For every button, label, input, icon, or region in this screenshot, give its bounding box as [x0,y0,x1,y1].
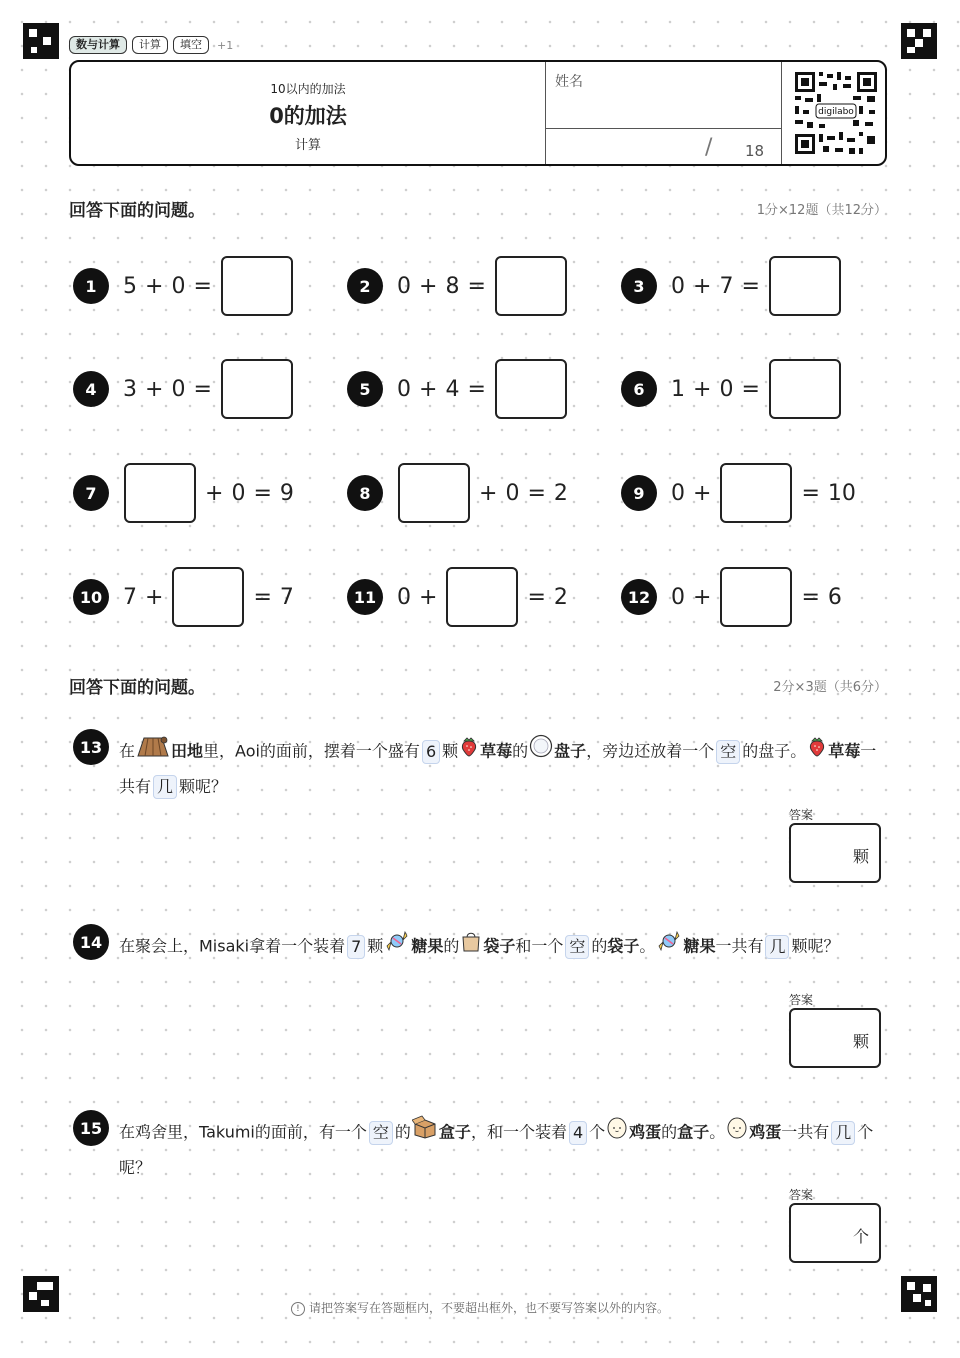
text-segment: 在鸡舍里，Takumi的面前，有一个 [119,1122,367,1142]
qr-code-icon [793,70,879,156]
equation-token: 0 [231,480,246,506]
section2-points: 2分×3题（共6分） [773,680,887,695]
tag-list [69,36,233,54]
problem-2 [347,255,572,317]
problem-10 [73,566,298,628]
text-segment: 一共有 [781,1122,830,1142]
tag-math: 数与计算 [69,36,127,54]
text-segment: 的 [394,1122,411,1142]
equation-token: 7 [279,584,294,610]
problem-number: 12 [621,579,657,615]
text-segment: 。 [639,936,656,956]
highlight-value: 6 [422,740,440,764]
text-segment: 的盘子。 [742,741,807,761]
plate-icon [529,734,553,770]
answer-box[interactable] [720,463,792,523]
equation-token: + [479,480,498,506]
text-segment: ，旁边还放着一个 [586,741,715,761]
answer-unit: 颗 [852,1032,869,1051]
strawberry-icon [459,735,479,769]
keyword: 鸡蛋 [629,1122,662,1142]
problem-9 [621,462,860,524]
problem-number: 10 [73,579,109,615]
equation-token: 0 [171,376,186,402]
highlight-value: 几 [765,935,789,959]
answer-box[interactable] [769,256,841,316]
text-segment: 颗呢？ [179,777,228,796]
total-score: 18 [745,142,765,160]
svg-text:digilabo: digilabo [818,107,854,117]
answer-box[interactable] [495,256,567,316]
problem-number: 1 [73,268,109,304]
problem-number: 9 [621,475,657,511]
problem-number: 8 [347,475,383,511]
problem-number: 2 [347,268,383,304]
footer-note [0,1299,960,1316]
keyword: 糖果 [683,936,716,956]
candy-icon [384,930,410,964]
highlight-value: 空 [565,935,589,959]
keyword: 草莓 [480,741,513,761]
equation-token: = [801,480,820,506]
problem-number: 4 [73,371,109,407]
corner-marker-top-right [901,23,937,59]
text-segment: 里，Aoi的面前，摆着一个盛有 [203,741,420,761]
equation-token: = [527,480,546,506]
equation-token: 0 [505,480,520,506]
answer-box[interactable] [789,823,881,883]
problem-number: 14 [73,924,109,960]
highlight-value: 4 [569,1121,587,1145]
equation-token: + [693,376,712,402]
equation-token: 8 [445,273,460,299]
equation-token: + [145,376,164,402]
name-score-block [545,62,782,164]
problem-6 [621,358,846,420]
problem-number: 11 [347,579,383,615]
answer-box[interactable] [789,1203,881,1263]
tag-fill-blank: 填空 [173,36,209,54]
problem-number: 3 [621,268,657,304]
equation-token: 0 [397,376,411,402]
candy-icon [656,930,682,964]
worksheet-subtitle: 10以内的加法 [270,82,346,96]
text-segment: 一共有 [715,936,764,956]
equation-token: 0 [397,584,411,610]
answer-box[interactable] [124,463,196,523]
problem-3 [621,255,846,317]
problem-number: 15 [73,1110,109,1146]
problem-12 [621,566,846,628]
text-segment: 颗呢？ [791,936,840,956]
equation-token: 0 [671,273,685,299]
answer-label: 答案 [789,808,814,822]
keyword: 盒子 [677,1122,710,1142]
text-segment: 颗 [367,936,384,956]
text-segment: 在聚会上，Misaki拿着一个装着 [119,936,346,956]
problem-text [119,929,889,965]
title-block [71,62,546,164]
section2-title: 回答下面的问题。 [69,678,205,698]
equation-token: 2 [553,584,568,610]
score-slash: / [705,135,713,160]
equation-token: = [467,273,486,299]
text-segment: 和一个 [515,936,564,956]
problem-4 [73,358,298,420]
text-segment: 个呢？ [119,1122,874,1177]
equation-token: 0 [671,584,685,610]
answer-box[interactable] [446,567,518,627]
equation-token: 1 [671,376,685,402]
info-icon: ! [291,1302,305,1316]
equation-token: 0 [397,273,411,299]
equation-token: 2 [553,480,568,506]
section1-points: 1分×12题（共12分） [756,203,887,218]
answer-box[interactable] [789,1008,881,1068]
keyword: 袋子 [607,936,640,956]
keyword: 草莓 [828,741,861,761]
section1-title: 回答下面的问题。 [69,201,205,221]
equation-token: + [693,480,712,506]
problem-7 [73,462,298,524]
problem-number: 13 [73,729,109,765]
bag-icon [460,929,482,965]
equation-token: + [205,480,224,506]
equation-token: = [193,376,212,402]
answer-box[interactable] [720,567,792,627]
worksheet-header [69,60,887,166]
problem-number: 6 [621,371,657,407]
text-segment: 颗 [442,741,459,761]
problem-11 [347,566,572,628]
equation-token: 3 [123,376,137,402]
highlight-value: 几 [831,1121,855,1145]
answer-unit: 个 [852,1227,869,1246]
egg-icon [726,1115,748,1151]
tag-more: +1 [217,38,234,52]
answer-label: 答案 [789,993,814,1007]
egg-icon [606,1115,628,1151]
equation-token: 0 [671,480,685,506]
footer-text: 请把答案写在答题框内，不要超出框外，也不要写答案以外的内容。 [308,1301,669,1315]
text-segment: 的 [661,1122,678,1142]
highlight-value: 几 [153,775,177,799]
highlight-value: 空 [369,1121,393,1145]
keyword: 糖果 [411,936,444,956]
equation-token: = [253,480,272,506]
equation-token: + [419,376,438,402]
equation-token: 9 [279,480,294,506]
equation-token: 10 [827,480,856,506]
equation-token: 5 [123,273,137,299]
divider [545,128,781,129]
answer-label: 答案 [789,1188,814,1202]
equation-token: + [145,584,164,610]
answer-box[interactable] [398,463,470,523]
name-label: 姓名 [555,74,583,90]
strawberry-icon [807,735,827,769]
field-icon [136,734,170,770]
worksheet-title: 0的加法 [269,104,347,128]
problem-5 [347,358,572,420]
text-segment: 在 [119,741,136,761]
problem-number: 7 [73,475,109,511]
worksheet-category: 计算 [294,138,321,153]
text-segment: ，和一个装着 [470,1122,567,1142]
equation-token: = [741,273,760,299]
highlight-value: 7 [347,935,365,959]
equation-token: 0 [171,273,186,299]
answer-unit: 颗 [852,847,869,866]
keyword: 田地 [171,741,204,761]
keyword: 盘子 [554,741,587,761]
equation-token: = [467,376,486,402]
equation-token: = [253,584,272,610]
problem-text [119,1115,889,1185]
keyword: 袋子 [483,936,516,956]
problem-text [119,734,889,804]
text-segment: 的 [512,741,529,761]
corner-marker-top-left [23,23,59,59]
text-segment: 的 [591,936,608,956]
equation-token: = [801,584,820,610]
answer-box[interactable] [172,567,244,627]
highlight-value: 空 [716,740,740,764]
answer-box[interactable] [769,359,841,419]
problem-8 [347,462,572,524]
equation-token: 6 [827,584,842,610]
problem-number: 5 [347,371,383,407]
problem-1 [73,255,298,317]
answer-box[interactable] [221,359,293,419]
answer-box[interactable] [221,256,293,316]
equation-token: = [193,273,212,299]
equation-token: = [741,376,760,402]
keyword: 鸡蛋 [749,1122,782,1142]
keyword: 盒子 [438,1122,471,1142]
equation-token: + [693,273,712,299]
equation-token: 7 [719,273,734,299]
answer-box[interactable] [495,359,567,419]
equation-token: 0 [719,376,734,402]
text-segment: 个 [589,1122,606,1142]
text-segment: 一共有 [119,741,877,796]
equation-token: + [419,273,438,299]
equation-token: + [693,584,712,610]
tag-calculation: 计算 [132,36,168,54]
equation-token: + [145,273,164,299]
equation-token: + [419,584,438,610]
equation-token: 4 [445,376,460,402]
equation-token: = [527,584,546,610]
text-segment: 的 [443,936,460,956]
equation-token: 7 [123,584,137,610]
box-icon [412,1115,438,1151]
text-segment: 。 [709,1122,726,1142]
